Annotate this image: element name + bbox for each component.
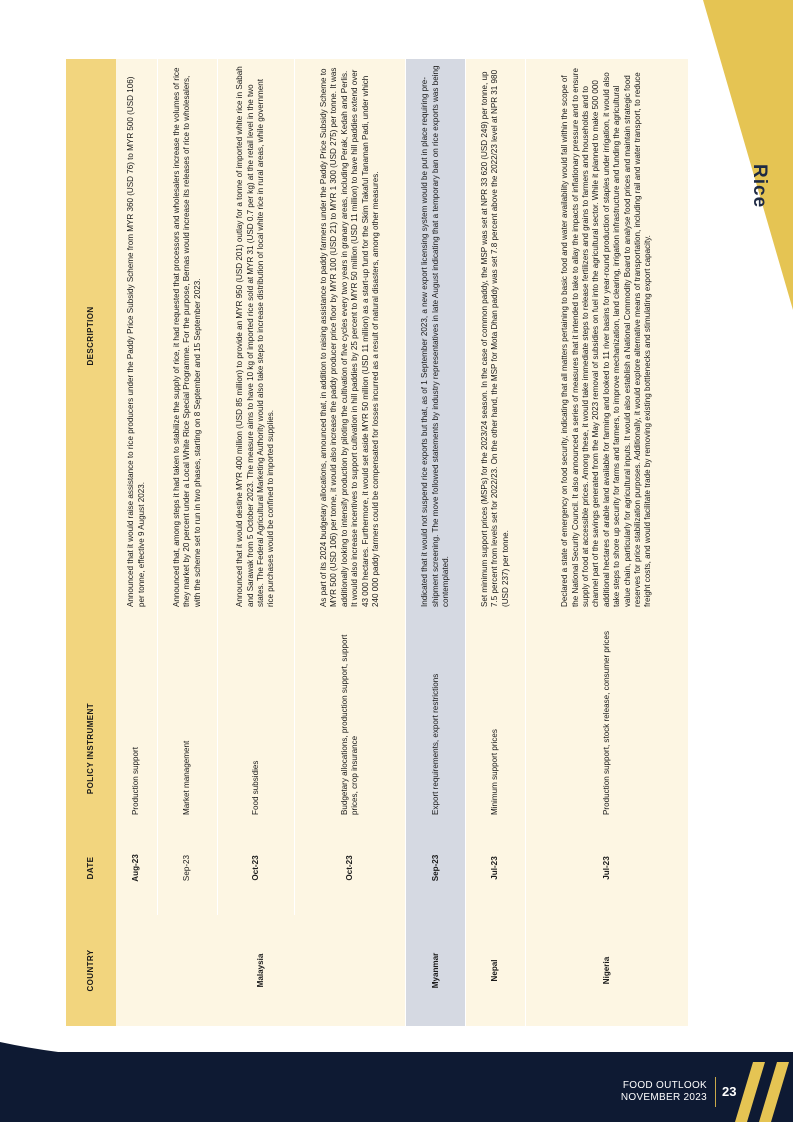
description-cell: Set minimum support prices (MSPs) for the 2023/24 season. In the case of common paddy, the MSP was set at NPR 33 620 (USD 249) per tonne, up 7.5 percent from levels set for 2022/23. On the other hand, the MSP for Mota Dhan paddy was set 7.8 percent above the 2022/23 level at NPR 31 980 (USD 237) per tonne. [466,59,526,613]
instrument-cell: Market management [158,613,218,821]
date-cell: Oct-23 [218,821,295,915]
date-cell: Sep-23 [158,821,218,915]
description-cell: Indicated that it would not suspend rice exports but that, as of 1 September 2023, a new export licensing system would be put in place requiring pre-shipment screening. The move followed statements by industry representatives in late August indicating that a temporary ban on rice exports was being contemplated. [406,59,466,613]
country-cell-myanmar: Myanmar [406,915,466,1026]
instrument-cell: Food subsidies [218,613,295,821]
table-row [218,59,295,1026]
footer-divider [715,1077,716,1107]
table-row [406,59,466,1026]
header-policy-instrument: POLICY INSTRUMENT [66,613,116,821]
description-cell: Declared a state of emergency on food security, indicating that all matters pertaining to basic food and water availability would fall within the scope of the National Security Council. It also announced a series of measures that it intended to take to allay the impacts of inflationary pressure and to ensure supply of food at accessible prices. Among these, it would take immediate steps to release fertilizers and grains to farmers and households and to channel part of the savings generated from the May 2023 removal of subsidies on fuel into the agricultural sector. While it planned to make 500 000 additional hectares of arable land available for farming and looked to 11 river basins for year-round production of staples under irrigation, it would also take steps to shore up security for farms and farmers, to improve mechanization, land clearing, irrigation infrastructure and funding the agricultural value chain, particularly for agricultural inputs. It would also establish a National Commodity Board to analyse food prices and maintain strategic food reserves for price stabilization purposes. Additionally, it would explore alternative means of transportation, including rail and water transport, to reduce freight costs, and would facilitate trade by removing existing bottlenecks and stimulating export capacity. [526,59,689,613]
description-cell: As part of its 2024 budgetary allocations, announced that, in addition to raising assistance to paddy farmers under the Paddy Price Subsidy Scheme to MYR 500 (USD 106) per tonne, it would also increase the paddy producer price floor by MYR 100 (USD 21) to MYR 1 300 (USD 275) per tonne. It was additionally looking to intensify production by piloting the cultivation of five cycles every two years in granary areas, including Perak, Kedah and Perlis. It would also increase incentives to support cultivation in hill paddies by 25 percent to MYR 50 million (USD 11 million) to have hill paddies extend over 43 000 hectares. Furthermore, it would set aside MYR 50 million (USD 11 million) as a start-up fund for the Skim Takaful Tanaman Padi, under which 240 000 paddy farmers could be compensated for losses incurred as a result of natural disasters, among other measures. [295,59,406,613]
header-country: COUNTRY [66,915,116,1026]
country-cell-nigeria: Nigeria [526,915,689,1026]
table-header-row [66,59,116,1026]
country-cell-nepal: Nepal [466,915,526,1026]
table-row [526,59,689,1026]
date-cell: Oct-23 [295,821,406,915]
date-cell: Jul-23 [526,821,689,915]
publication-info [621,1080,707,1104]
description-cell: Announced that it would raise assistance to rice producers under the Paddy Price Subsidy Scheme from MYR 360 (USD 76) to MYR 500 (USD 106) per tonne, effective 9 August 2023. [116,59,158,613]
corner-decoration [703,0,793,310]
date-cell: Aug-23 [116,821,158,915]
description-cell: Announced that, among steps it had taken to stabilize the supply of rice, it had requested that processors and wholesalers increase the volumes of rice they market by 20 percent under a Local White Rice Special Programme. For the purpose, Bernas would increase its releases of rice to wholesalers, with the scheme set to run in two phases, starting on 8 September and 15 September 2023. [158,59,218,613]
date-cell: Sep-23 [406,821,466,915]
instrument-cell: Minimum support prices [466,613,526,821]
table-row [466,59,526,1026]
instrument-cell: Production support [116,613,158,821]
table-row [295,59,406,1026]
instrument-cell: Export requirements, export restrictions [406,613,466,821]
publication-date: NOVEMBER 2023 [620,1092,707,1103]
policy-table-container [66,59,689,1026]
policy-table [66,59,689,1026]
instrument-cell: Budgetary allocations, production support, support prices, crop insurance [295,613,406,821]
section-title-text: Rice [749,164,770,209]
table-row [116,59,158,1026]
page-number: 23 [722,1084,737,1099]
publication-title: FOOD OUTLOOK [622,1080,707,1091]
country-cell-malaysia: Malaysia [116,915,406,1026]
instrument-cell: Production support, stock release, consumer prices [526,613,689,821]
header-description: DESCRIPTION [66,59,116,613]
table-row [158,59,218,1026]
date-cell: Jul-23 [466,821,526,915]
header-date: DATE [66,821,116,915]
description-cell: Announced that it would destine MYR 400 million (USD 85 million) to provide an MYR 950 (USD 201) outlay for a tonne of imported white rice in Sabah and Sarawak from 5 October 2023. The measure aims to have 10 kg of imported rice sold at MYR 31 (USD 0.7 per kg) at the retail level in the two states. The Federal Agricultural Marketing Authority would also take steps to increase distribution of local white rice in rural areas, while government rice purchases would be confined to imported supplies. [218,59,295,613]
